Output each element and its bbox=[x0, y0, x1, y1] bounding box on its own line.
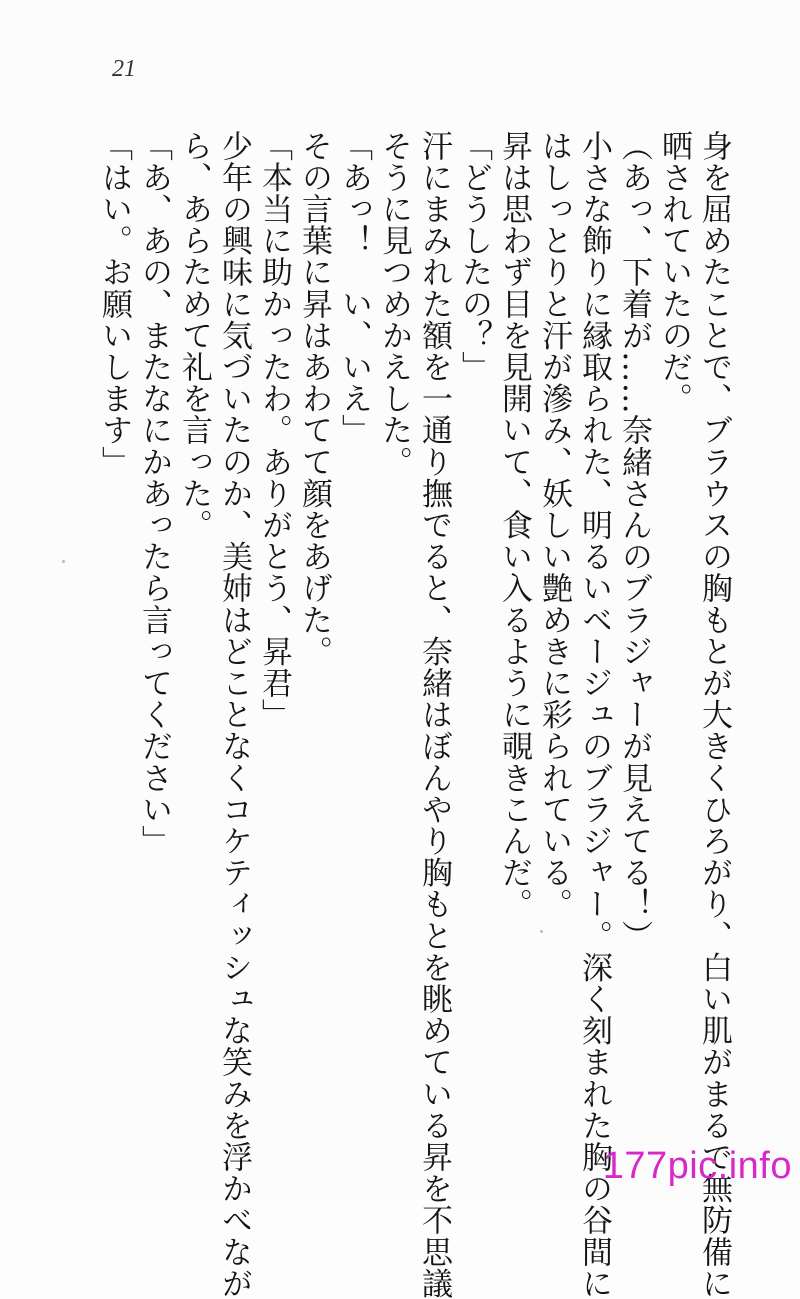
text-line-10: 「あっ！ い、いえ」 bbox=[336, 130, 372, 446]
text-line-4: 小さな飾りに縁取られた、明るいベージュのブラジャー。深く刻まれた胸の谷間に bbox=[576, 130, 612, 1299]
paper-speck bbox=[540, 930, 543, 933]
text-line-11: その言葉に昇はあわてて顔をあげた。 bbox=[296, 130, 332, 668]
text-line-14: ら、あらためて礼を言った。 bbox=[176, 130, 212, 541]
text-line-6: 昇は思わず目を見開いて、食い入るように覗きこんだ。 bbox=[496, 130, 532, 920]
text-line-9: そうに見つめかえした。 bbox=[376, 130, 412, 478]
paper-speck bbox=[62, 560, 65, 563]
text-line-12: 「本当に助かったわ。ありがとう、昇君」 bbox=[256, 130, 292, 731]
text-line-15: 「あ、あの、またなにかあったら言ってください」 bbox=[136, 130, 172, 857]
text-line-3: （あっ、下着が……奈緒さんのブラジャーが見えてる！） bbox=[616, 130, 652, 952]
page-number: 21 bbox=[112, 56, 136, 82]
text-line-13: 少年の興味に気づいたのか、美姉はどことなくコケティッシュな笑みを浮かべなが bbox=[216, 130, 252, 1299]
text-line-16: 「はい。お願いします」 bbox=[96, 130, 132, 478]
text-line-1: 身を屈めたことで、ブラウスの胸もとが大きくひろがり、白い肌がまるで無防備に bbox=[696, 130, 732, 1299]
watermark-text: 177pic.info bbox=[602, 1145, 792, 1187]
text-line-8: 汗にまみれた額を一通り撫でると、奈緒はぼんやり胸もとを眺めている昇を不思議 bbox=[416, 130, 452, 1299]
text-line-5: はしっとりと汗が滲み、妖しい艶めきに彩られている。 bbox=[536, 130, 572, 920]
text-line-2: 晒されていたのだ。 bbox=[656, 130, 692, 415]
text-line-7: 「どうしたの？」 bbox=[456, 130, 492, 383]
